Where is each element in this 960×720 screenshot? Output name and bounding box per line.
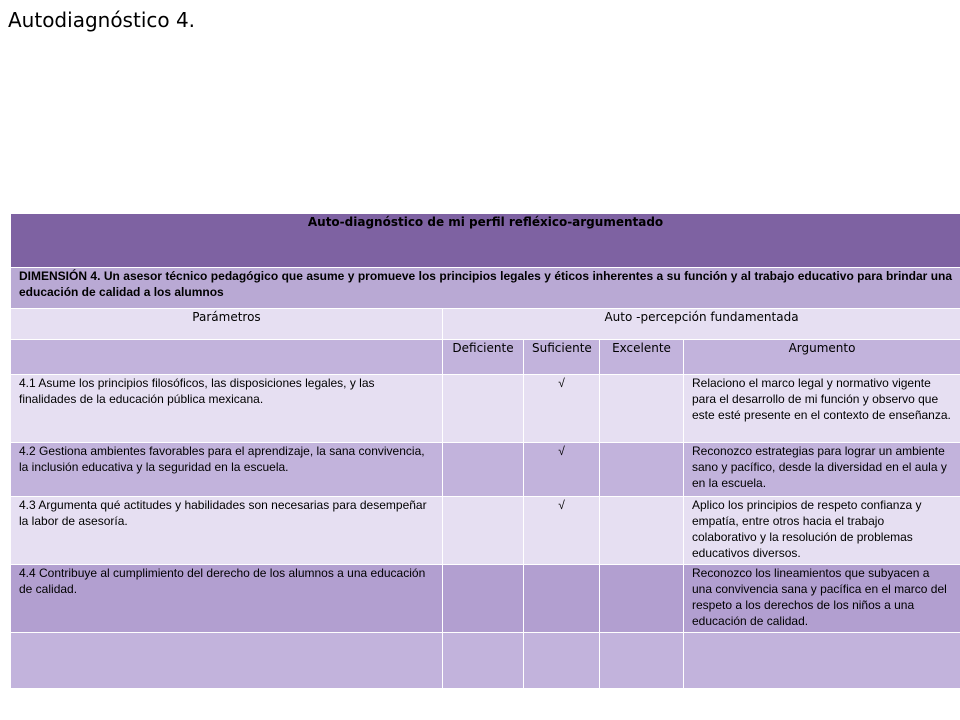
argumento-header: Argumento [684, 340, 960, 375]
excelente-cell [600, 633, 684, 689]
table-title: Auto-diagnóstico de mi perfil refléxico-argumentado [11, 214, 960, 268]
parametro-cell [11, 633, 443, 689]
table-row [11, 443, 960, 497]
parametro-cell: 4.1 Asume los principios filosóficos, las disposiciones legales, y las finalidades de la educación pública mexicana. [11, 375, 443, 443]
dimension-text: DIMENSIÓN 4. Un asesor técnico pedagógico que asume y promueve los principios legales y éticos inherentes a su función y al trabajo educativo para brindar una educación de calidad a los alumnos [11, 268, 960, 309]
excelente-cell [600, 565, 684, 633]
dimension-row [11, 268, 960, 309]
column-header-row [11, 340, 960, 375]
suficiente-cell: √ [524, 497, 600, 565]
parametros-header: Parámetros [11, 309, 443, 340]
suficiente-cell [524, 565, 600, 633]
parametros-blank-header [11, 340, 443, 375]
table-row [11, 375, 960, 443]
autopercepcion-header: Auto -percepción fundamentada [443, 309, 960, 340]
section-header-row [11, 309, 960, 340]
excelente-cell [600, 497, 684, 565]
table-row [11, 497, 960, 565]
argumento-cell: Reconozco los lineamientos que subyacen a una convivencia sana y pacífica en el marco del respeto a los derechos de los niños a una educación de calidad. [684, 565, 960, 633]
deficiente-cell [443, 497, 524, 565]
suficiente-cell: √ [524, 443, 600, 497]
suficiente-cell: √ [524, 375, 600, 443]
table-row [11, 633, 960, 689]
deficiente-cell [443, 633, 524, 689]
argumento-cell: Relaciono el marco legal y normativo vigente para el desarrollo de mi función y observo que este esté presente en el contexto de enseñanza. [684, 375, 960, 443]
argumento-cell [684, 633, 960, 689]
excelente-cell [600, 443, 684, 497]
excelente-cell [600, 375, 684, 443]
deficiente-cell [443, 375, 524, 443]
argumento-cell: Reconozco estrategias para lograr un ambiente sano y pacífico, desde la diversidad en el aula y en la escuela. [684, 443, 960, 497]
table-row [11, 565, 960, 633]
suficiente-header: Suficiente [524, 340, 600, 375]
deficiente-cell [443, 443, 524, 497]
deficiente-cell [443, 565, 524, 633]
table-title-row [11, 214, 960, 268]
parametro-cell: 4.4 Contribuye al cumplimiento del derecho de los alumnos a una educación de calidad. [11, 565, 443, 633]
excelente-header: Excelente [600, 340, 684, 375]
suficiente-cell [524, 633, 600, 689]
parametro-cell: 4.2 Gestiona ambientes favorables para el aprendizaje, la sana convivencia, la inclusión educativa y la seguridad en la escuela. [11, 443, 443, 497]
argumento-cell: Aplico los principios de respeto confianza y empatía, entre otros hacia el trabajo colaborativo y la resolución de problemas educativos diversos. [684, 497, 960, 565]
parametro-cell: 4.3 Argumenta qué actitudes y habilidades son necesarias para desempeñar la labor de asesoría. [11, 497, 443, 565]
self-diagnosis-table [10, 213, 960, 689]
deficiente-header: Deficiente [443, 340, 524, 375]
slide-title: Autodiagnóstico 4. [8, 8, 196, 32]
